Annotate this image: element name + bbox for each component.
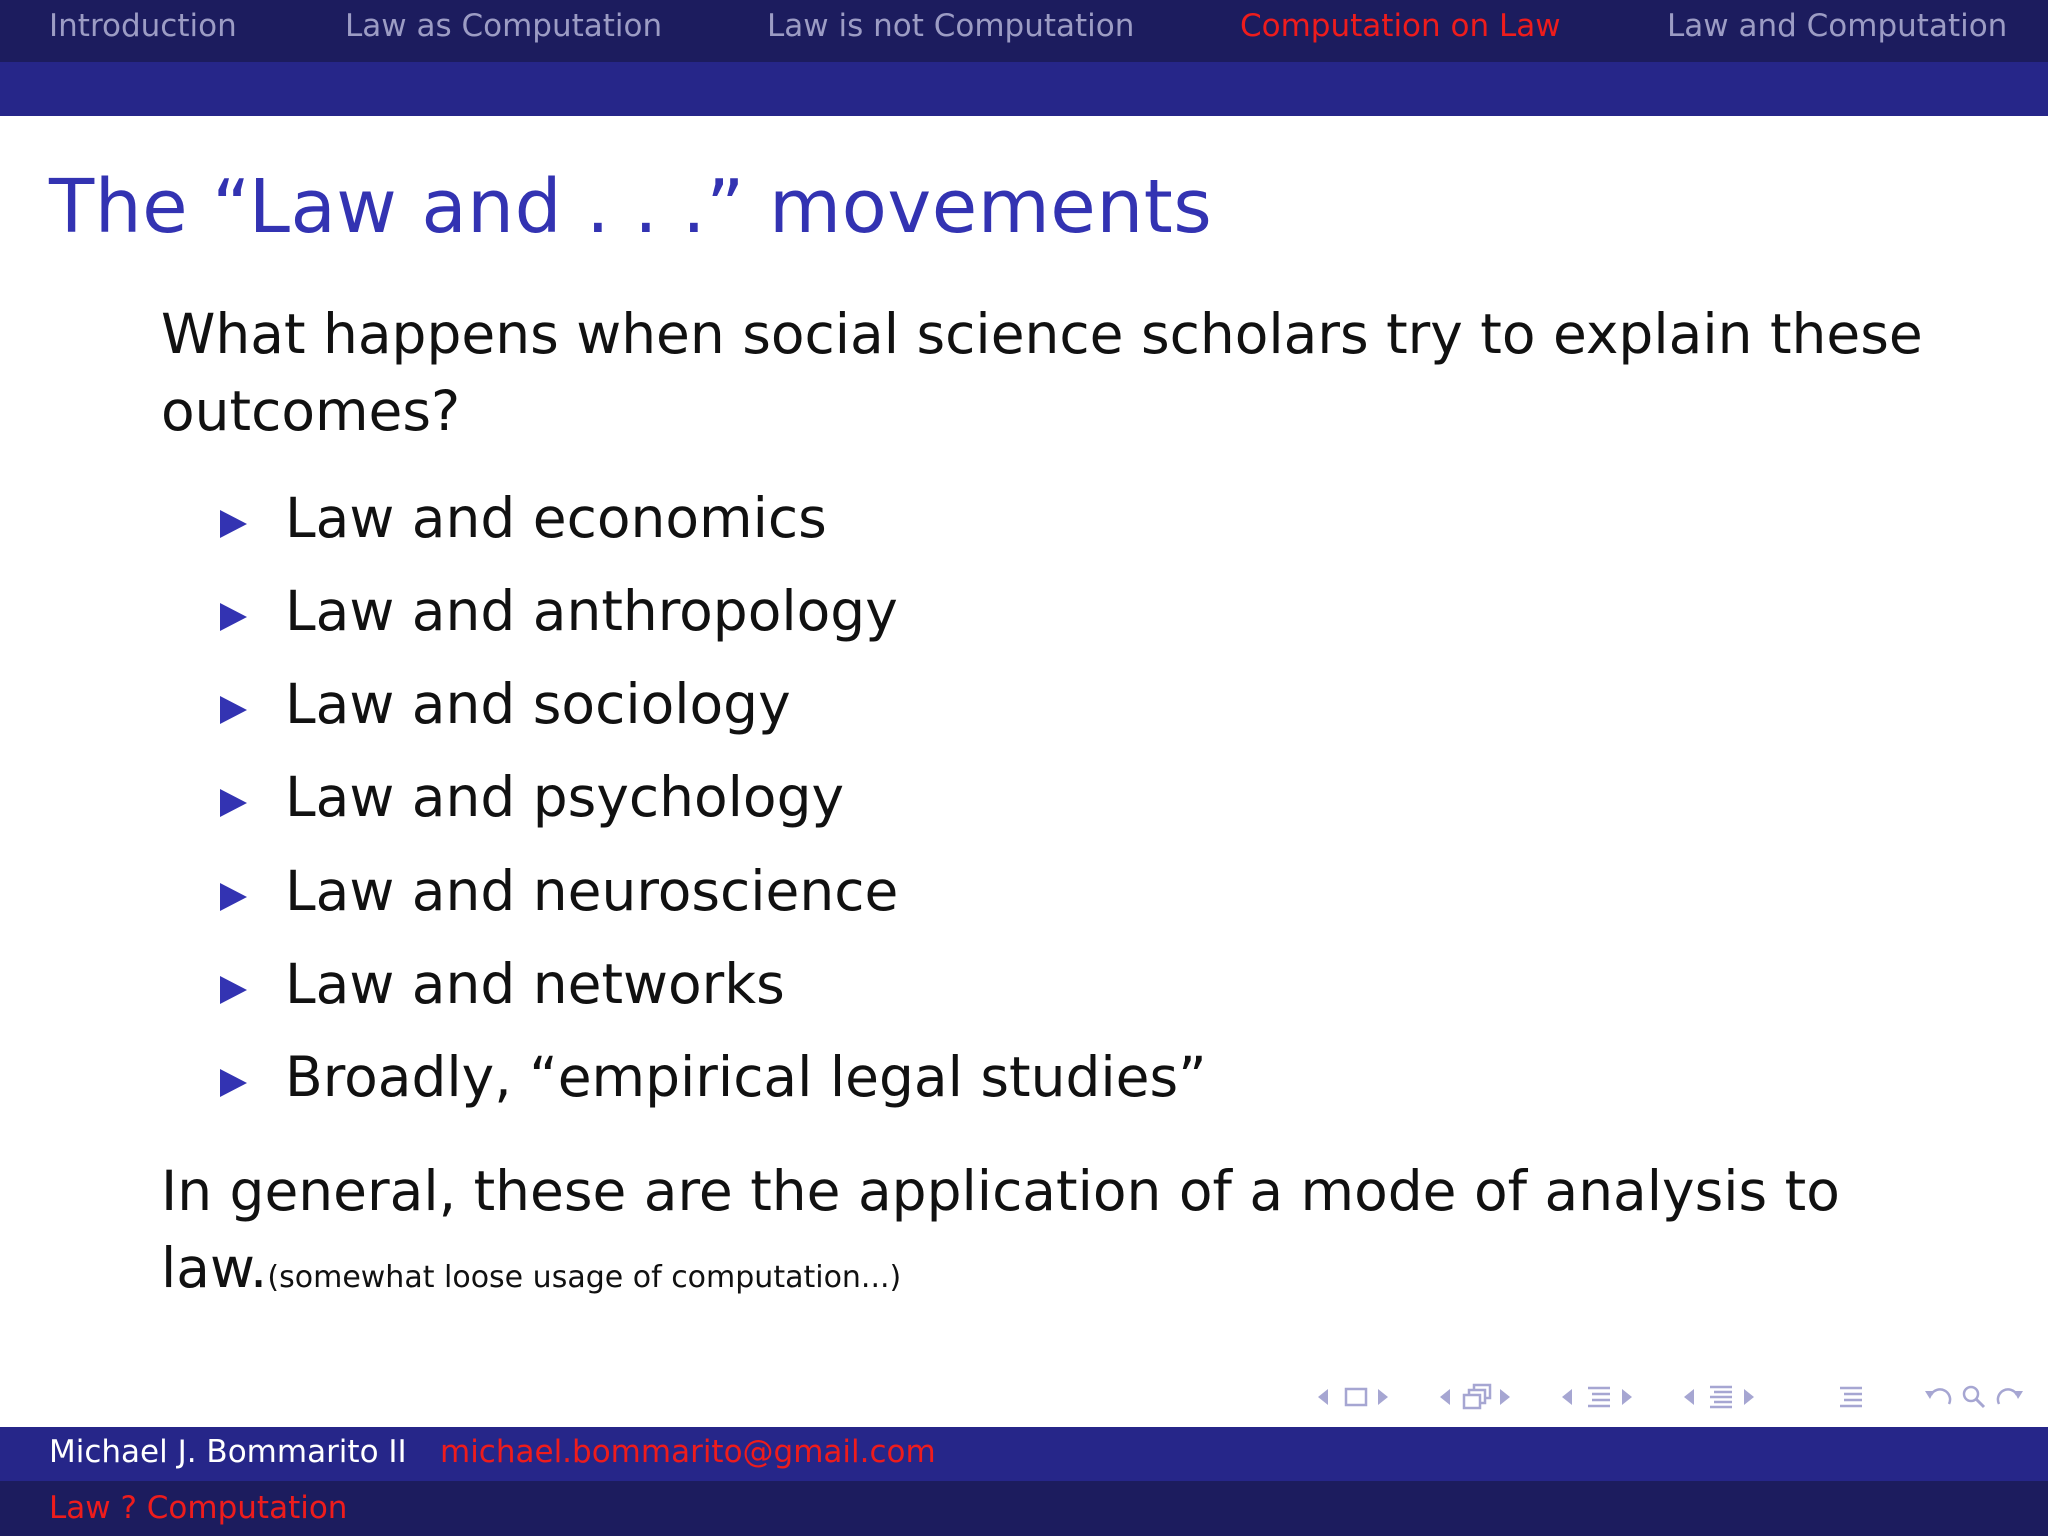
arrow-left-icon[interactable] [1316, 1387, 1330, 1407]
conclusion-line-1: In general, these are the application of a mode of analysis to [161, 1159, 1840, 1223]
footer-email-link[interactable]: michael.bommarito@gmail.com [440, 1434, 936, 1470]
nav-section-introduction[interactable]: Introduction [49, 8, 237, 44]
nav-section-law-is-not-computation[interactable]: Law is not Computation [767, 8, 1135, 44]
nav-section-law-as-computation[interactable]: Law as Computation [345, 8, 663, 44]
section-navigation-bar [0, 0, 2048, 62]
nav-section-law-and-computation[interactable]: Law and Computation [1667, 8, 2008, 44]
bullet-label: Broadly, “empirical legal studies” [285, 1045, 1207, 1109]
triangle-bullet-icon [220, 976, 247, 1004]
arrow-left-icon[interactable] [1560, 1387, 1574, 1407]
arrow-right-icon[interactable] [1620, 1387, 1634, 1407]
footer-short-title: Law ? Computation [49, 1490, 348, 1526]
conclusion-line-2 [161, 1230, 901, 1316]
arrow-right-icon[interactable] [1498, 1387, 1512, 1407]
arrow-right-icon[interactable] [1742, 1387, 1756, 1407]
triangle-bullet-icon [220, 603, 247, 631]
frame-navigation [1316, 1380, 1390, 1414]
bullet-label: Law and neuroscience [285, 859, 899, 923]
bullet-label: Law and economics [285, 486, 827, 550]
search-icon[interactable] [1958, 1382, 1990, 1412]
back-icon[interactable] [1922, 1382, 1956, 1412]
section-navigation [1560, 1380, 1634, 1414]
presentation-icon[interactable] [1702, 1382, 1740, 1412]
subsection-navigation [1438, 1380, 1512, 1414]
arrow-left-icon[interactable] [1438, 1387, 1452, 1407]
nav-section-computation-on-law[interactable]: Computation on Law [1240, 8, 1561, 44]
section-icon[interactable] [1580, 1382, 1618, 1412]
conclusion-note: (somewhat loose usage of computation...) [267, 1260, 902, 1295]
frame-icon[interactable] [1336, 1384, 1374, 1410]
tools-navigation [1922, 1380, 2026, 1414]
conclusion-law-word: law. [161, 1236, 268, 1300]
triangle-bullet-icon [220, 696, 247, 724]
bullet-label: Law and psychology [285, 765, 845, 829]
presentation-navigation [1682, 1380, 1756, 1414]
triangle-bullet-icon [220, 510, 247, 538]
appendix-navigation [1836, 1380, 1866, 1414]
footer-author: Michael J. Bommarito II [49, 1434, 407, 1470]
appendix-icon[interactable] [1836, 1382, 1866, 1412]
subsection-icon[interactable] [1458, 1382, 1496, 1412]
bullet-label: Law and networks [285, 952, 785, 1016]
arrow-right-icon[interactable] [1376, 1387, 1390, 1407]
triangle-bullet-icon [220, 1069, 247, 1097]
bullet-label: Law and anthropology [285, 579, 898, 643]
intro-line-2: outcomes? [161, 379, 461, 443]
slide-title: The “Law and . . .” movements [49, 164, 1213, 250]
bullet-label: Law and sociology [285, 672, 791, 736]
forward-icon[interactable] [1992, 1382, 2026, 1412]
triangle-bullet-icon [220, 883, 247, 911]
triangle-bullet-icon [220, 789, 247, 817]
subsection-bar [0, 62, 2048, 116]
intro-line-1: What happens when social science scholars try to explain these [161, 302, 1923, 366]
arrow-left-icon[interactable] [1682, 1387, 1696, 1407]
